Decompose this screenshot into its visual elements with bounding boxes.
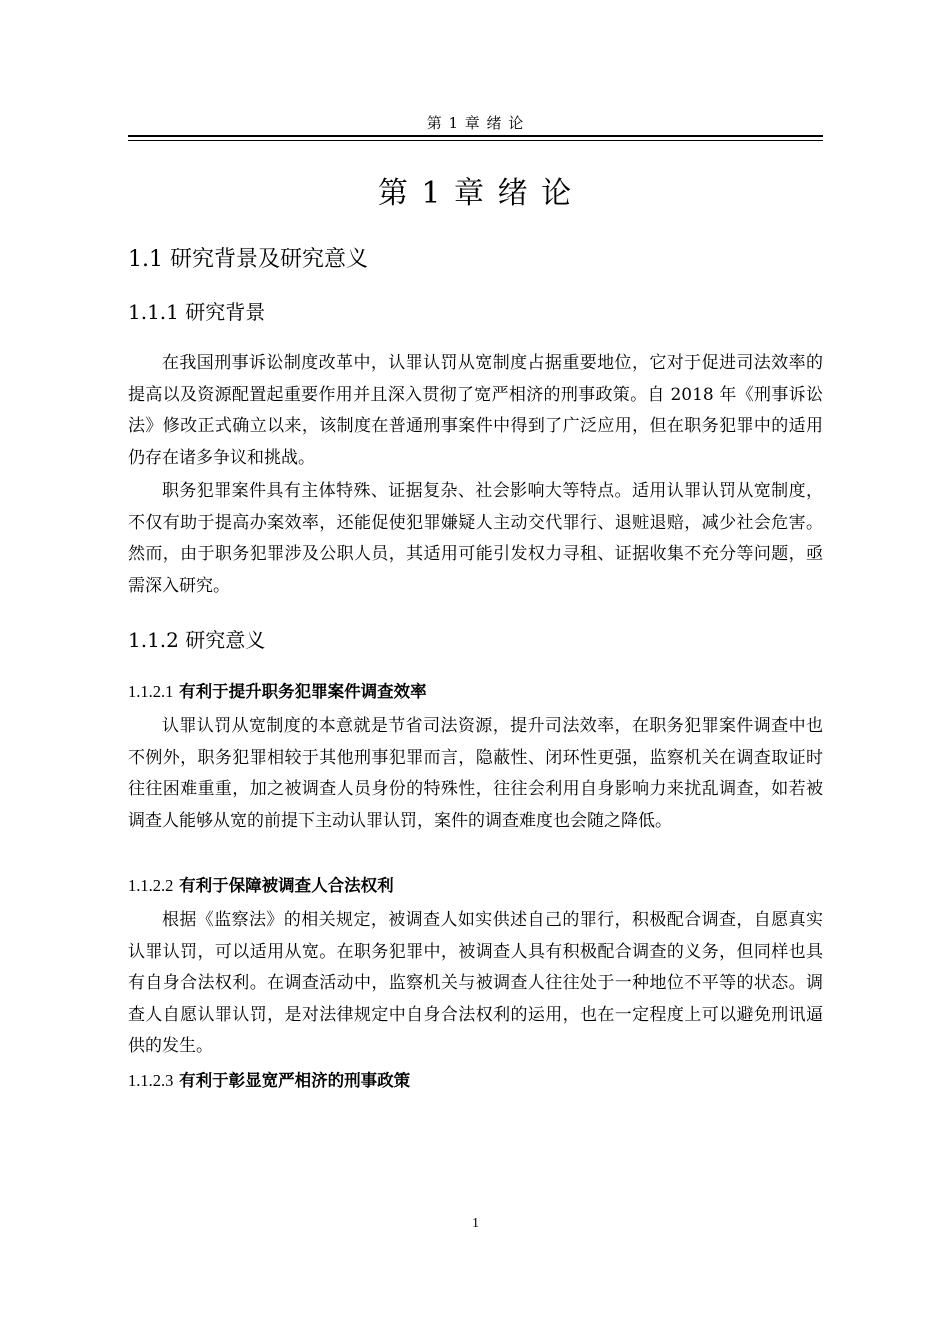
paragraph-background-2: 职务犯罪案件具有主体特殊、证据复杂、社会影响大等特点。适用认罪认罚从宽制度，不仅有助于提高办案效率，还能促使犯罪嫌疑人主动交代罪行、退赃退赔，减少社会危害。然而，由于职务犯罪涉及公职人员，其适用可能引发权力寻租、证据收集不充分等问题，亟需深入研究。 [128, 481, 823, 596]
subsection-title: 有利于提升职务犯罪案件调查效率 [179, 682, 427, 701]
subsection-title: 有利于保障被调查人合法权利 [179, 876, 394, 895]
paragraph-efficiency: 认罪认罚从宽制度的本意就是节省司法资源，提升司法效率，在职务犯罪案件调查中也不例外，职务犯罪相较于其他刑事犯罪而言，隐蔽性、闭环性更强，监察机关在调查取证时往往困难重重，加之被调查人员身份的特殊性，往往会利用自身影响力来扰乱调查，如若被调查人能够从宽的前提下主动认罪认罚，案件的调查难度也会随之降低。 [128, 716, 823, 831]
chapter-title: 第 1 章 绪 论 [377, 176, 574, 211]
subsection-heading-1-1-2-2 [128, 874, 394, 898]
header-rule-thick [128, 135, 823, 137]
section-heading-1-1: 1.1 研究背景及研究意义 [128, 247, 368, 272]
section-heading-1-1-1: 1.1.1 研究背景 [128, 300, 266, 324]
subsection-number: 1.1.2.1 [128, 682, 174, 701]
subsection-heading-1-1-2-3 [128, 1069, 410, 1093]
subsection-number: 1.1.2.2 [128, 876, 174, 895]
subsection-number: 1.1.2.3 [128, 1071, 174, 1090]
paragraph-background-1: 在我国刑事诉讼制度改革中，认罪认罚从宽制度占据重要地位，它对于促进司法效率的提高以及资源配置起重要作用并且深入贯彻了宽严相济的刑事政策。自 2018 年《刑事诉讼法》修改正式确立以来，该制度在普通刑事案件中得到了广泛应用，但在职务犯罪中的适用仍存在诸多争议和挑战。 [128, 353, 823, 468]
subsection-heading-1-1-2-1 [128, 680, 427, 704]
paragraph-rights: 根据《监察法》的相关规定，被调查人如实供述自己的罪行，积极配合调查，自愿真实认罪认罚，可以适用从宽。在职务犯罪中，被调查人具有积极配合调查的义务，但同样也具有自身合法权利。在调查活动中，监察机关与被调查人往往处于一种地位不平等的状态。调查人自愿认罪认罚，是对法律规定中自身合法权利的运用，也在一定程度上可以避免刑讯逼供的发生。 [128, 910, 823, 1057]
section-heading-1-1-2: 1.1.2 研究意义 [128, 628, 266, 652]
page-number: 1 [472, 1216, 479, 1231]
running-header: 第 1 章 绪 论 [426, 114, 525, 132]
subsection-title: 有利于彰显宽严相济的刑事政策 [179, 1071, 411, 1090]
header-rule-thin [128, 140, 823, 141]
